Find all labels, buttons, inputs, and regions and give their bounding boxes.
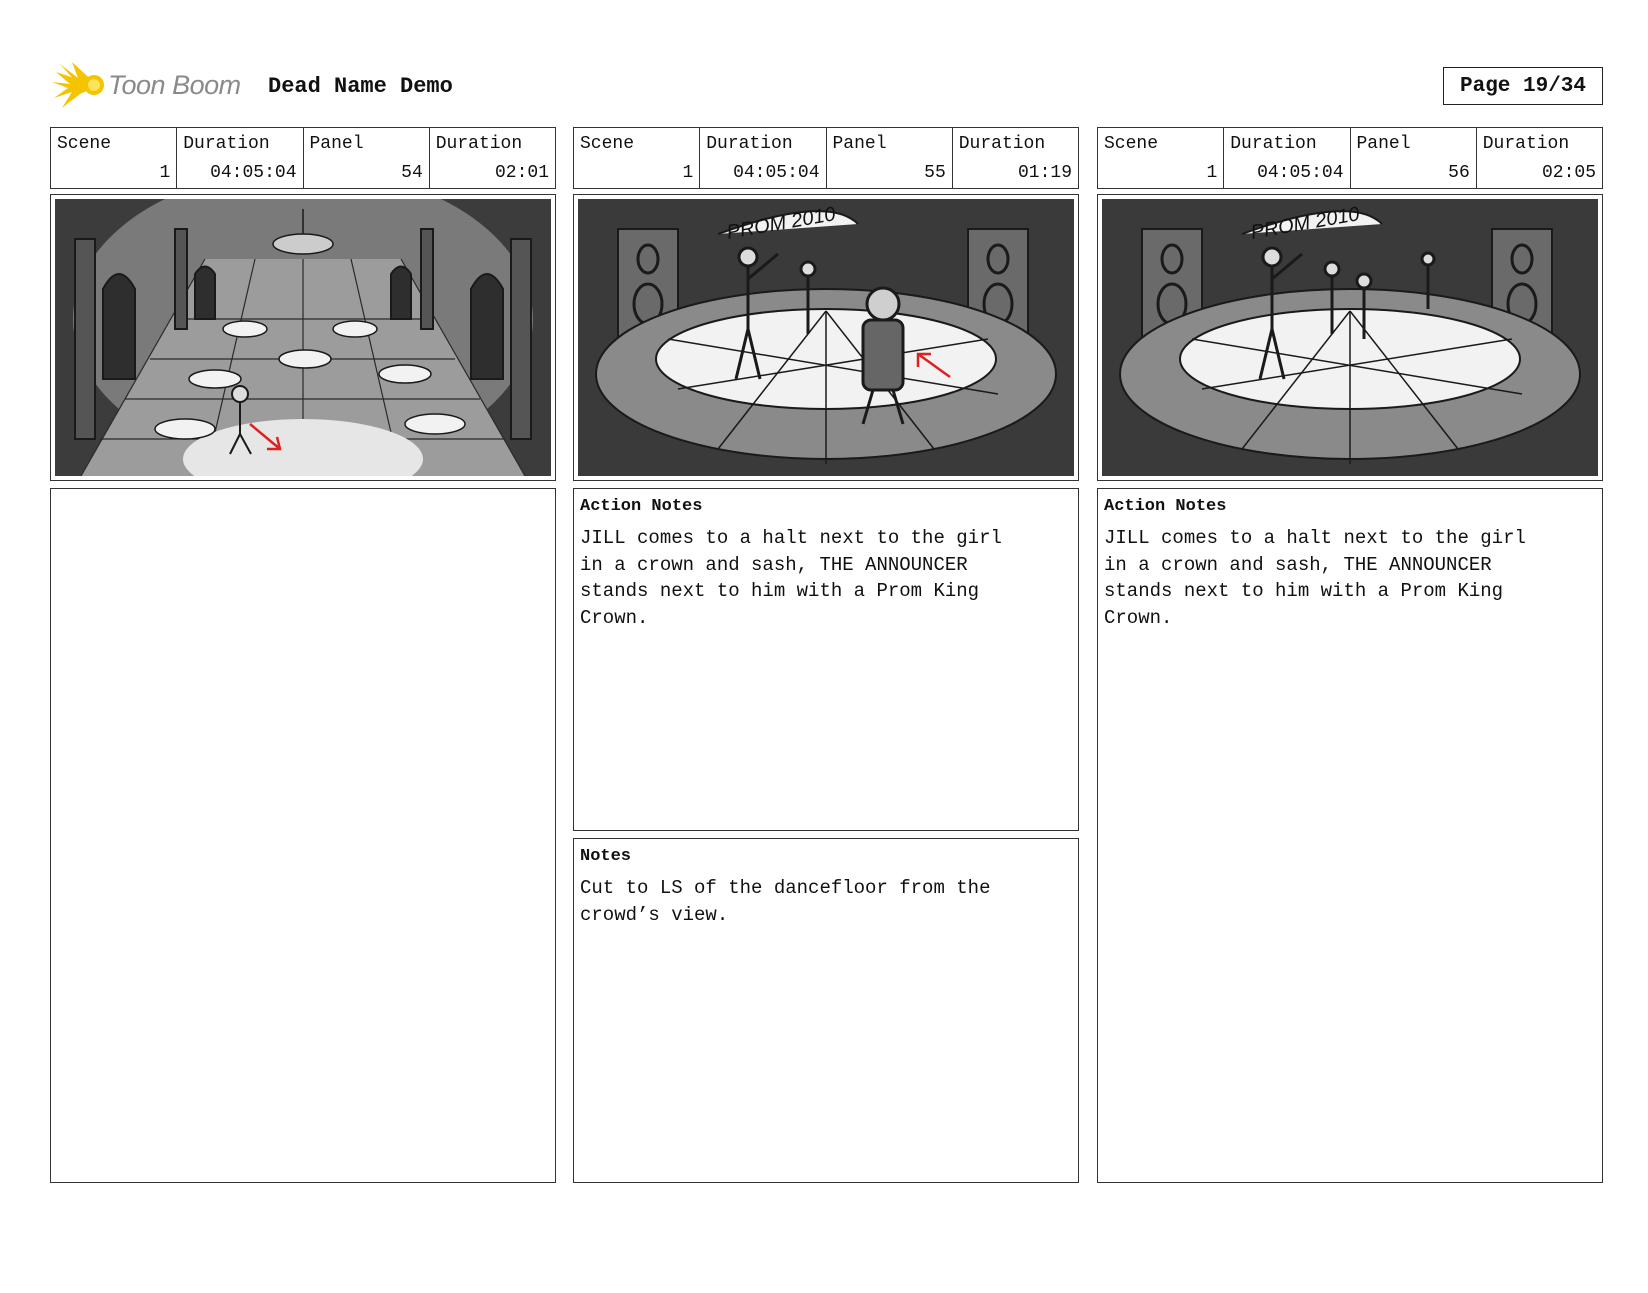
panel-info-table bbox=[573, 127, 1079, 189]
panel-cell bbox=[1351, 128, 1477, 188]
panel-column-54 bbox=[50, 127, 556, 189]
duration-label: Duration bbox=[1230, 134, 1317, 154]
action-notes-text: JILL comes to a halt next to the girl in a crown and sash, THE ANNOUNCER stands next to him with a Prom King Crown. bbox=[580, 527, 1002, 629]
scene-duration-value: 04:05:04 bbox=[733, 163, 820, 183]
storyboard-frame-55 bbox=[573, 194, 1079, 481]
action-notes-box bbox=[573, 488, 1079, 831]
scene-label: Scene bbox=[580, 134, 635, 154]
scene-cell bbox=[1098, 128, 1224, 188]
project-title: Dead Name Demo bbox=[268, 74, 453, 99]
notes-label: Notes bbox=[580, 847, 632, 866]
starburst-icon bbox=[52, 58, 108, 114]
duration-label: Duration bbox=[1482, 134, 1570, 154]
scene-cell bbox=[51, 128, 177, 188]
duration-label: Duration bbox=[435, 134, 523, 154]
toon-boom-logo bbox=[52, 58, 252, 116]
banner-text: PROM 2010 bbox=[1249, 203, 1362, 244]
duration-label: Duration bbox=[958, 134, 1046, 154]
panel-duration-cell bbox=[953, 128, 1078, 188]
duration-label: Duration bbox=[706, 134, 793, 154]
panel-duration-value: 01:19 bbox=[1017, 163, 1072, 183]
action-notes-box bbox=[1097, 488, 1603, 1183]
panel-cell bbox=[304, 128, 430, 188]
panel-number-value: 56 bbox=[1448, 163, 1470, 183]
scene-duration-value: 04:05:04 bbox=[210, 163, 297, 183]
storyboard-frame-56 bbox=[1097, 194, 1603, 481]
panel-label: Panel bbox=[1356, 134, 1411, 154]
storyboard-frame-54 bbox=[50, 194, 556, 481]
stage-sketch-image bbox=[1102, 199, 1598, 476]
action-notes-text: JILL comes to a halt next to the girl in a crown and sash, THE ANNOUNCER stands next to him with a Prom King Crown. bbox=[1104, 527, 1526, 629]
panel-duration-cell bbox=[1477, 128, 1602, 188]
scene-label: Scene bbox=[1104, 134, 1159, 154]
page-indicator: Page 19/34 bbox=[1443, 67, 1603, 105]
scene-duration-cell bbox=[700, 128, 826, 188]
duration-label: Duration bbox=[183, 134, 270, 154]
banner-text: PROM 2010 bbox=[725, 203, 838, 244]
panel-cell bbox=[827, 128, 953, 188]
panel-number-value: 54 bbox=[401, 163, 423, 183]
scene-cell bbox=[574, 128, 700, 188]
scene-value: 1 bbox=[159, 163, 171, 183]
scene-value: 1 bbox=[682, 163, 694, 183]
panel-duration-value: 02:01 bbox=[494, 163, 549, 183]
panel-duration-value: 02:05 bbox=[1541, 163, 1596, 183]
panel-label: Panel bbox=[309, 134, 364, 154]
panel-info-table bbox=[50, 127, 556, 189]
scene-duration-cell bbox=[177, 128, 303, 188]
stage-sketch-image bbox=[578, 199, 1074, 476]
panel-info-table bbox=[1097, 127, 1603, 189]
panel-label: Panel bbox=[832, 134, 887, 154]
empty-notes-box bbox=[50, 488, 556, 1183]
scene-duration-value: 04:05:04 bbox=[1257, 163, 1344, 183]
panel-column-56 bbox=[1097, 127, 1603, 629]
panel-duration-cell bbox=[430, 128, 555, 188]
ballroom-sketch-image bbox=[55, 199, 551, 476]
scene-label: Scene bbox=[57, 134, 112, 154]
panel-column-55 bbox=[573, 127, 1079, 926]
action-notes-label: Action Notes bbox=[580, 497, 703, 516]
scene-value: 1 bbox=[1206, 163, 1218, 183]
notes-box bbox=[573, 838, 1079, 1183]
logo-text: Toon Boom bbox=[108, 70, 241, 100]
action-notes-label: Action Notes bbox=[1104, 497, 1227, 516]
panel-number-value: 55 bbox=[924, 163, 946, 183]
notes-text: Cut to LS of the dancefloor from the crowd’s view. bbox=[580, 877, 991, 926]
scene-duration-cell bbox=[1224, 128, 1350, 188]
